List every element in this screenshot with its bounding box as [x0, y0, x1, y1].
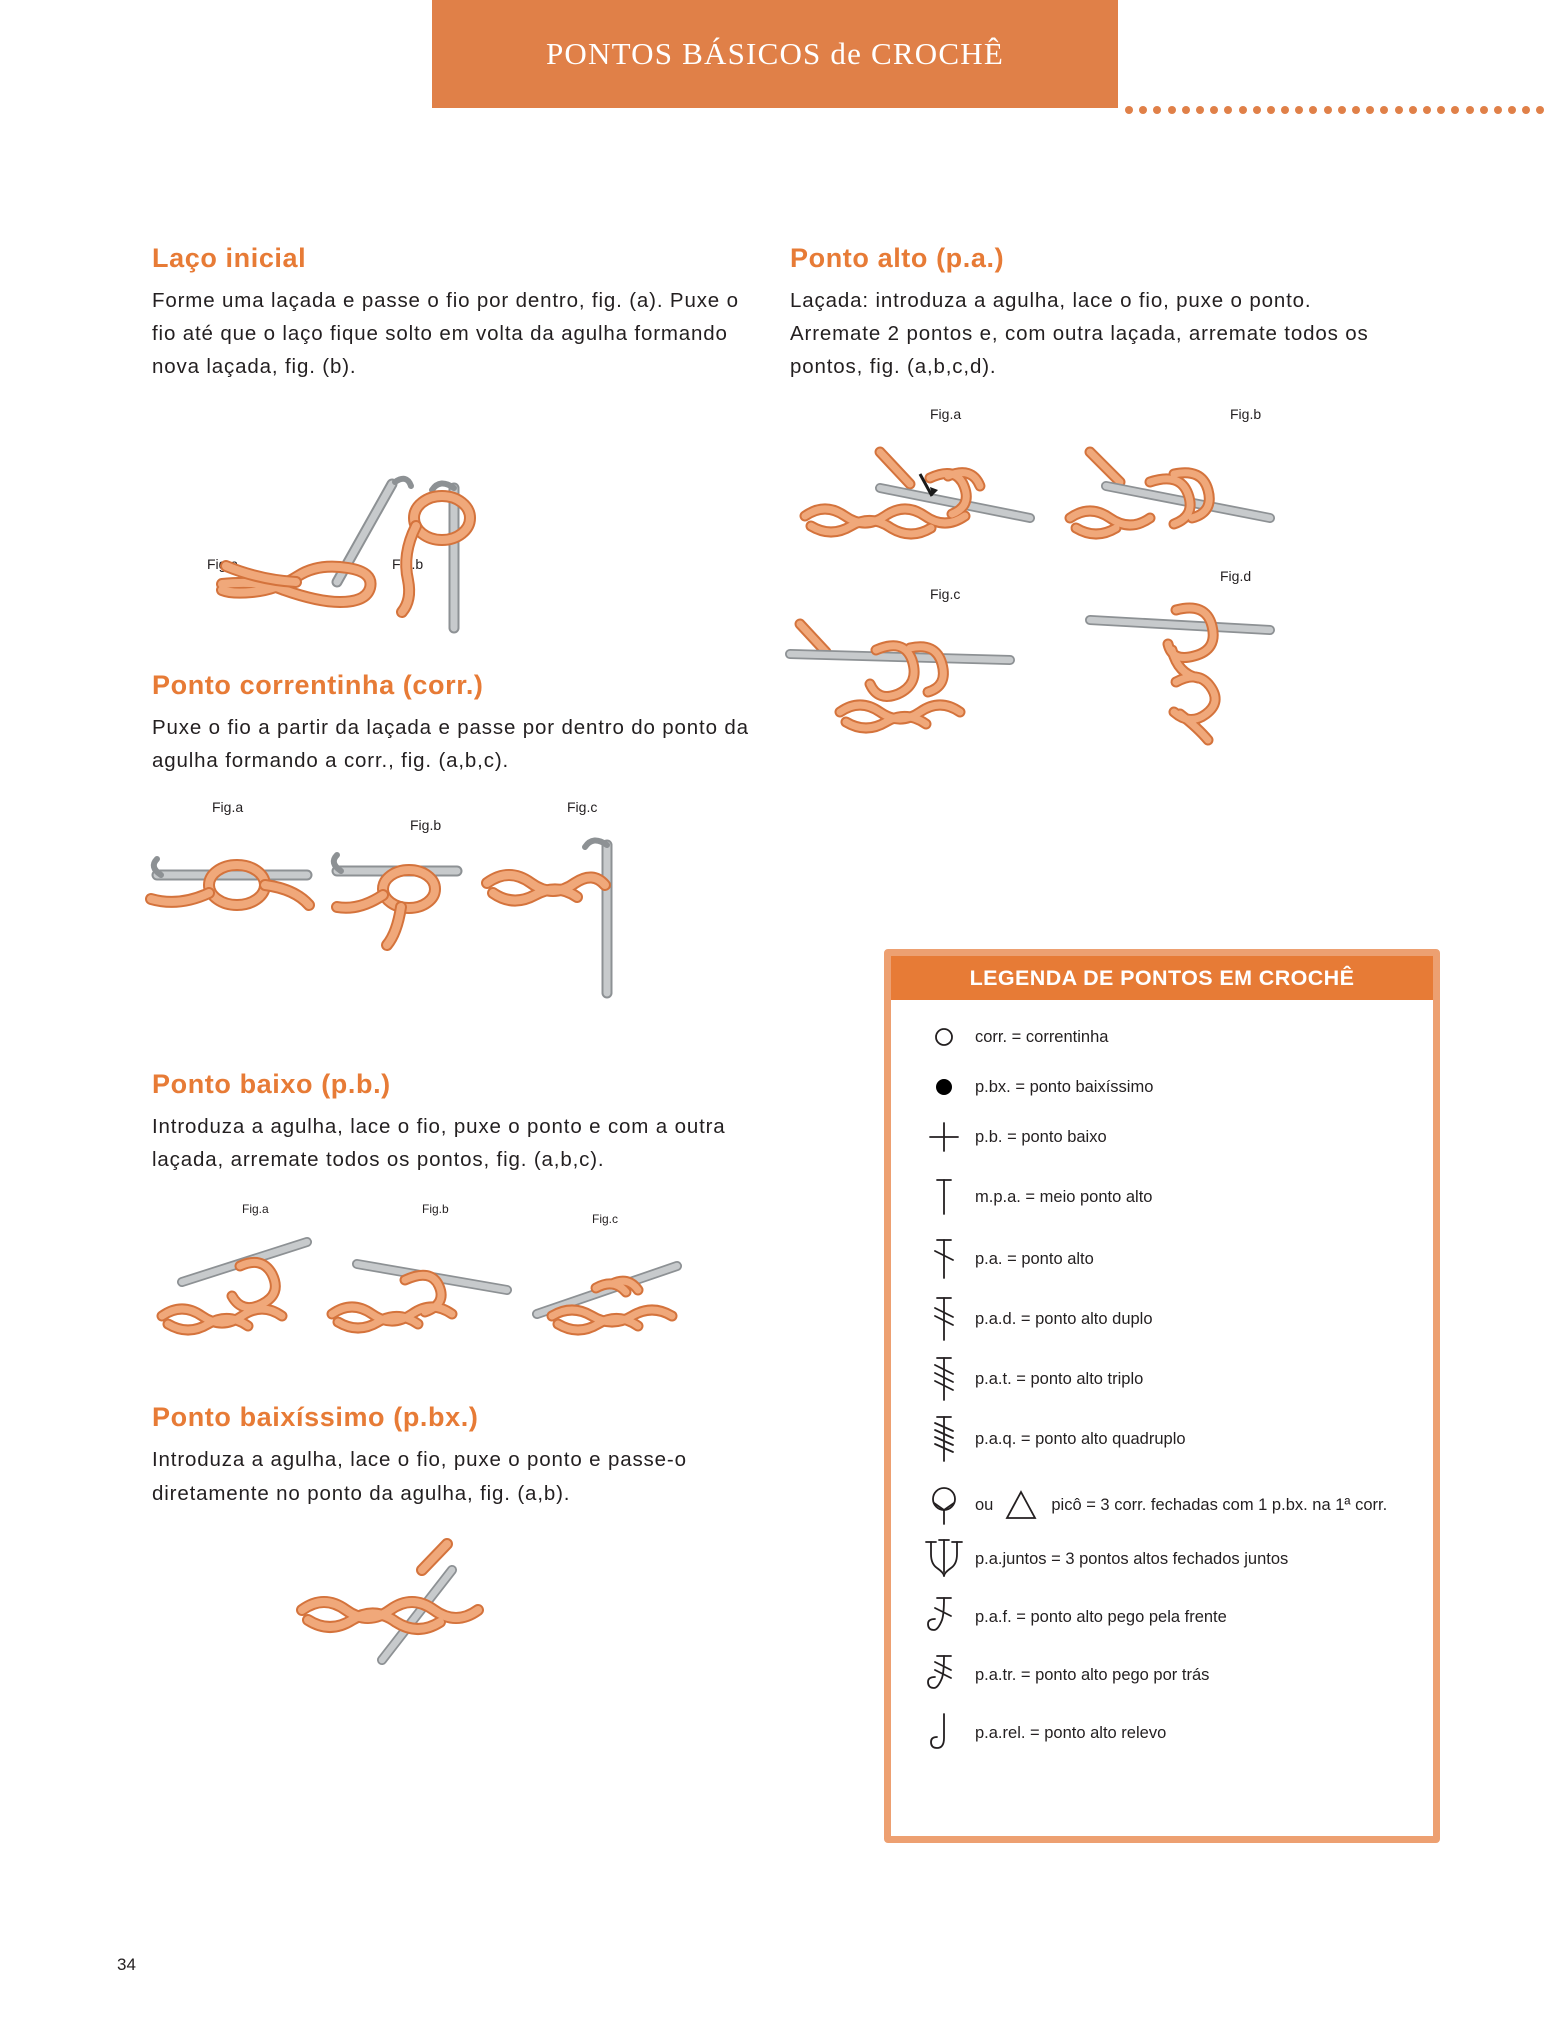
figure-group-ponto-baixo: [152, 1200, 752, 1360]
legend-item-prefix: ou: [975, 1495, 994, 1514]
section-text-ponto-correntinha: Puxe o fio a partir da laçada e passe por dentro do ponto da agulha formando a corr., fig. (a,b,c).: [152, 715, 749, 772]
section-text-ponto-alto: Laçada: introduza a agulha, lace o fio, puxe o ponto. Arremate 2 pontos e, com outra laçada, arremate todos os pontos, fig. (a,b,c,d).: [790, 289, 1369, 379]
header-dot: [1423, 106, 1431, 114]
section-ponto-correntinha: [152, 670, 752, 1029]
section-ponto-baixissimo: [152, 1402, 752, 1685]
header-dot: [1210, 106, 1218, 114]
header-dot: [1139, 106, 1147, 114]
bar-two-slash-icon: [913, 1296, 975, 1342]
cross-icon: [913, 1114, 975, 1160]
figure-label-a: Fig.a: [207, 555, 239, 572]
figure-label-a: Fig.a: [242, 1202, 269, 1217]
illustration-ponto-baixo: [122, 1224, 682, 1354]
header-dot: [1182, 106, 1190, 114]
figure-group-laco-inicial: [152, 410, 752, 610]
legend-item: [891, 1174, 1433, 1220]
header-dot: [1409, 106, 1417, 114]
circle-open-icon: [913, 1014, 975, 1060]
legend-title: LEGENDA DE PONTOS EM CROCHÊ: [891, 956, 1433, 1000]
header-dot: [1224, 106, 1232, 114]
legend-item: [891, 1594, 1433, 1640]
legend-list: [891, 1000, 1433, 1756]
three-together-icon: [913, 1536, 975, 1582]
legend-box: [884, 949, 1440, 1843]
legend-item-label: p.a.q. = ponto alto quadruplo: [975, 1429, 1186, 1448]
legend-item: [891, 1536, 1433, 1582]
header-dot: [1125, 106, 1133, 114]
figure-label-b: Fig.b: [422, 1202, 449, 1217]
legend-item-label: picô = 3 corr. fechadas com 1 p.bx. na 1ª corr.: [1051, 1495, 1388, 1514]
legend-item-label: p.a.t. = ponto alto triplo: [975, 1369, 1144, 1388]
illustration-ponto-alto: [780, 426, 1380, 806]
back-post-icon: [913, 1652, 975, 1698]
legend-item: [891, 1356, 1433, 1402]
legend-item-label: p.a.juntos = 3 pontos altos fechados juntos: [975, 1549, 1289, 1568]
legend-item: [891, 1296, 1433, 1342]
header-dot: [1309, 106, 1317, 114]
legend-item-label: p.bx. = ponto baixíssimo: [975, 1077, 1154, 1096]
header-dot: [1508, 106, 1516, 114]
header-dot: [1451, 106, 1459, 114]
circle-filled-icon: [913, 1064, 975, 1110]
figure-label-a: Fig.a: [930, 405, 962, 422]
figure-label-c: Fig.c: [930, 585, 961, 602]
pico-icon: [913, 1482, 975, 1528]
section-ponto-baixo: [152, 1069, 752, 1360]
figure-label-d: Fig.d: [1220, 567, 1252, 584]
section-title-ponto-alto: Ponto alto (p.a.): [790, 243, 1005, 273]
legend-item: [891, 1482, 1433, 1528]
header-dot: [1366, 106, 1374, 114]
section-text-ponto-baixo: Introduza a agulha, lace o fio, puxe o ponto e com a outra laçada, arremate todos os pontos, fig. (a,b,c).: [152, 1115, 726, 1172]
legend-item-label: p.a.rel. = ponto alto relevo: [975, 1723, 1167, 1742]
header-dot: [1338, 106, 1346, 114]
legend-item: [891, 1416, 1433, 1462]
figure-label-b: Fig.b: [1230, 405, 1262, 422]
figure-label-b: Fig.b: [392, 555, 424, 572]
header-dot: [1480, 106, 1488, 114]
illustration-laco-inicial: [192, 470, 532, 660]
legend-item-label: p.a.tr. = ponto alto pego por trás: [975, 1665, 1210, 1684]
legend-item: [891, 1236, 1433, 1282]
section-ponto-alto: [790, 243, 1400, 806]
illustration-ponto-baixissimo: [262, 1536, 622, 1676]
bar-four-slash-icon: [913, 1416, 975, 1462]
figure-label-a: Fig.a: [212, 799, 244, 816]
figure-group-ponto-correntinha: [152, 799, 752, 1029]
section-text-ponto-baixissimo: Introduza a agulha, lace o fio, puxe o ponto e passe-o diretamente no ponto da agulha, fig. (a,b).: [152, 1448, 687, 1505]
relief-icon: [913, 1710, 975, 1756]
legend-item-label: p.b. = ponto baixo: [975, 1127, 1107, 1146]
section-title-ponto-correntinha: Ponto correntinha (corr.): [152, 669, 484, 700]
legend-item: [891, 1652, 1433, 1698]
header-dot: [1253, 106, 1261, 114]
legend-item: [891, 1014, 1433, 1060]
header-dot-decoration: [1125, 103, 1551, 117]
illustration-ponto-correntinha: [117, 823, 637, 1023]
legend-item-label: p.a. = ponto alto: [975, 1249, 1094, 1268]
bar-one-slash-icon: [913, 1236, 975, 1282]
section-title-laco-inicial: Laço inicial: [152, 243, 307, 273]
header-dot: [1281, 106, 1289, 114]
header-dot: [1380, 106, 1388, 114]
page-title: PONTOS BÁSICOS de CROCHÊ: [545, 36, 1004, 71]
figure-label-b: Fig.b: [410, 817, 442, 834]
header-dot: [1267, 106, 1275, 114]
bar-three-slash-icon: [913, 1356, 975, 1402]
front-post-icon: [913, 1594, 975, 1640]
header-dot: [1295, 106, 1303, 114]
header-dot: [1494, 106, 1502, 114]
vertical-bar-icon: [913, 1174, 975, 1220]
figure-label-c: Fig.c: [592, 1212, 619, 1227]
section-laco-inicial: [152, 243, 752, 610]
legend-item-label: p.a.f. = ponto alto pego pela frente: [975, 1607, 1227, 1626]
right-column: [790, 243, 1400, 806]
header-dot: [1466, 106, 1474, 114]
header-dot: [1239, 106, 1247, 114]
header-dot: [1168, 106, 1176, 114]
legend-item: [891, 1710, 1433, 1756]
section-title-ponto-baixo: Ponto baixo (p.b.): [152, 1069, 391, 1100]
header-dot: [1522, 106, 1530, 114]
header-dot: [1536, 106, 1544, 114]
header-dot: [1324, 106, 1332, 114]
legend-item-label: p.a.d. = ponto alto duplo: [975, 1309, 1153, 1328]
section-title-ponto-baixissimo: Ponto baixíssimo (p.bx.): [152, 1402, 479, 1433]
legend-item-label: m.p.a. = meio ponto alto: [975, 1187, 1153, 1206]
header-dot: [1352, 106, 1360, 114]
figure-group-ponto-alto: [790, 406, 1400, 806]
header-dot: [1153, 106, 1161, 114]
legend-item-label: corr. = correntinha: [975, 1027, 1109, 1046]
header-dot: [1395, 106, 1403, 114]
page-number: 34: [117, 1955, 136, 1974]
header-dot: [1196, 106, 1204, 114]
section-text-laco-inicial: Forme uma laçada e passe o fio por dentro, fig. (a). Puxe o fio até que o laço fique solto em volta da agulha formando nova laçada, fig. (b).: [152, 289, 739, 379]
legend-item: [891, 1064, 1433, 1110]
legend-item: [891, 1114, 1433, 1160]
figure-label-c: Fig.c: [567, 799, 598, 816]
page-header-bar: [432, 0, 1118, 108]
triangle-icon: [1001, 1488, 1041, 1522]
header-dot: [1437, 106, 1445, 114]
figure-group-ponto-baixissimo: [152, 1536, 752, 1686]
left-column: [152, 243, 752, 1686]
